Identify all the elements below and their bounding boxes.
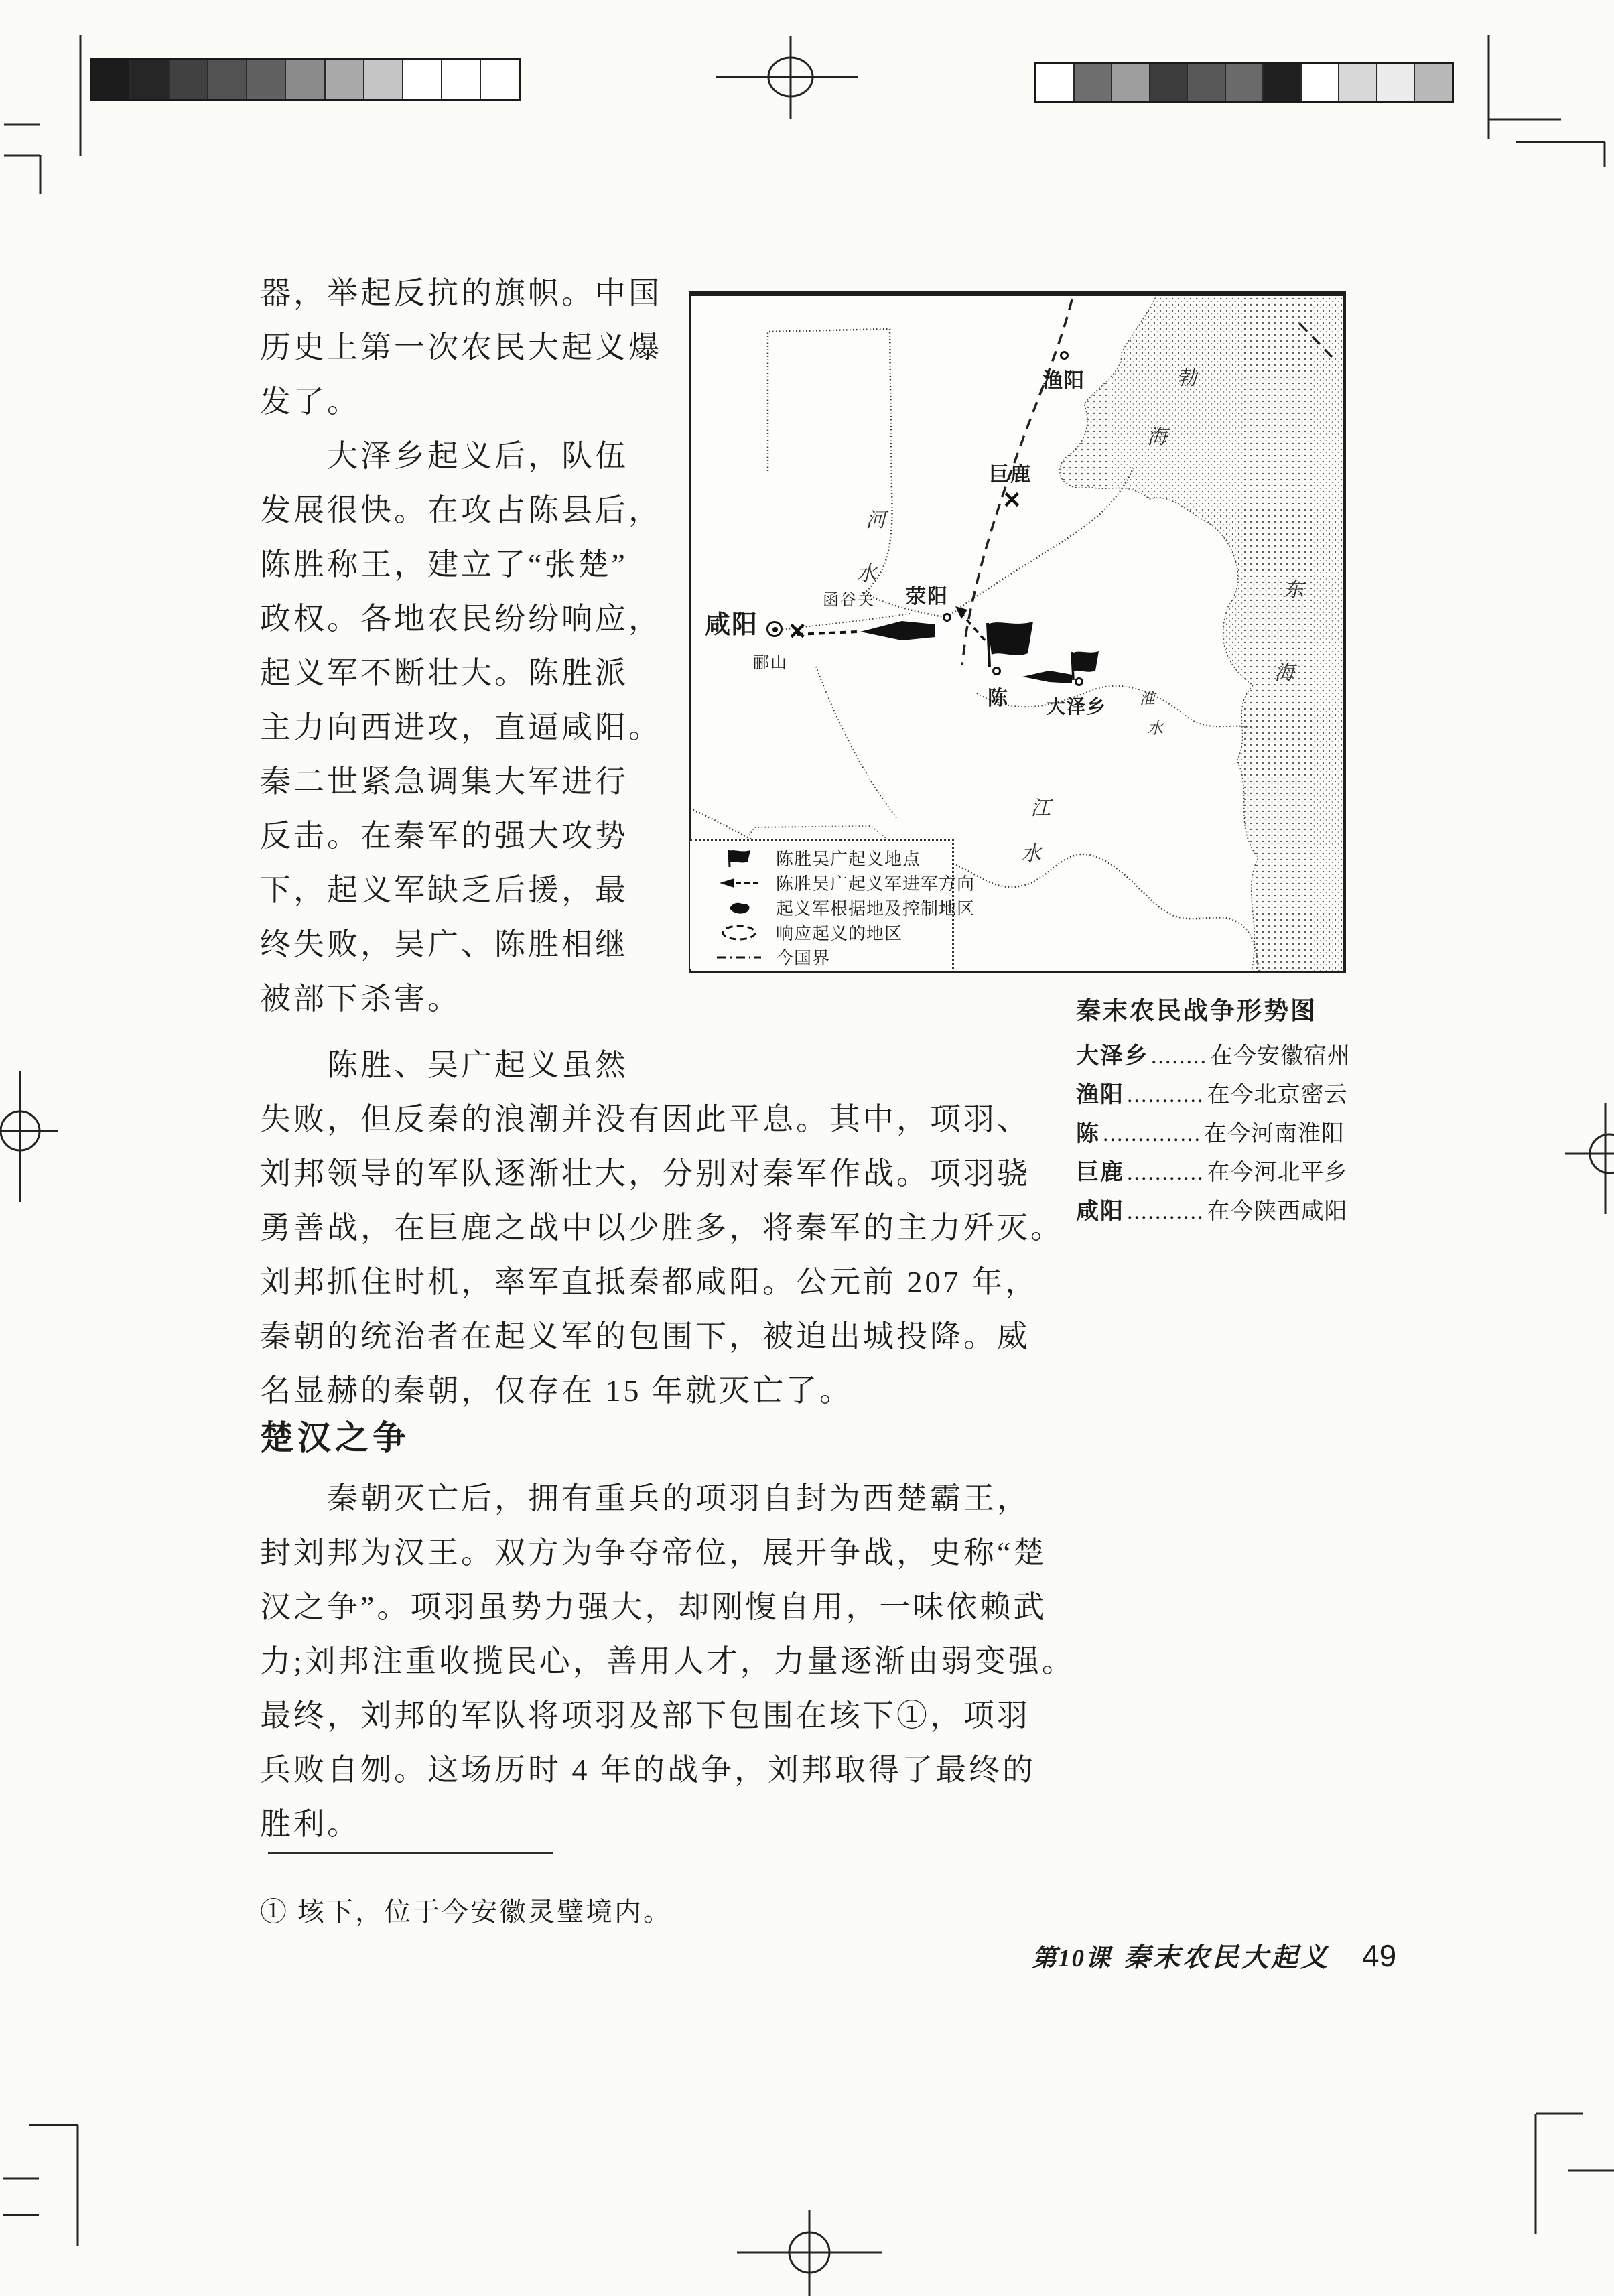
calibration-strip-left bbox=[90, 58, 521, 101]
legend-row bbox=[702, 870, 976, 895]
text-line: 秦二世紧急调集大军进行 bbox=[260, 764, 628, 799]
capital-marker-xianyang bbox=[766, 621, 783, 637]
map-label-lishan: 郦山 bbox=[753, 655, 788, 672]
legend-row bbox=[702, 846, 952, 870]
calibration-patch bbox=[208, 60, 247, 99]
gazetteer-row bbox=[1076, 1037, 1357, 1076]
footnote-text: ① 垓下，位于今安徽灵璧境内。 bbox=[260, 1897, 672, 1927]
map-label-jiangshui-2: 水 bbox=[1021, 843, 1043, 865]
advance-direction-arrow-icon bbox=[702, 876, 776, 890]
map-label-huaishui-1: 淮 bbox=[1139, 691, 1156, 708]
map-label-huaishui-2: 水 bbox=[1147, 720, 1164, 738]
text-line: 汉之争”。项羽虽势力强大，却刚愎自用，一味依赖武 bbox=[260, 1590, 1047, 1624]
gazetteer-place: 大泽乡 bbox=[1076, 1044, 1148, 1069]
map-label-jiangshui-1: 江 bbox=[1030, 797, 1052, 819]
text-line: 政权。各地农民纷纷响应， bbox=[260, 602, 662, 636]
map-label-chen: 陈 bbox=[988, 687, 1009, 710]
legend-row bbox=[702, 895, 976, 920]
registration-target-icon bbox=[789, 2232, 829, 2273]
registration-target-icon bbox=[1590, 1134, 1614, 1173]
text-line: 勇善战，在巨鹿之战中以少胜多，将秦军的主力歼灭。 bbox=[260, 1211, 1064, 1245]
legend-label: 陈胜吴广起义地点 bbox=[776, 850, 921, 869]
map-figure bbox=[689, 291, 1346, 973]
text-line: 秦朝灭亡后，拥有重兵的项羽自封为西楚霸王， bbox=[260, 1481, 1030, 1515]
text-line: 刘邦领导的军队逐渐壮大，分别对秦军作战。项羽骁 bbox=[260, 1156, 1030, 1191]
gazetteer-row bbox=[1076, 1193, 1357, 1231]
gazetteer-row bbox=[1076, 1076, 1357, 1115]
legend-label: 响应起义的地区 bbox=[776, 924, 903, 943]
text-line: 名显赫的秦朝，仅存在 15 年就灭亡了。 bbox=[260, 1373, 853, 1408]
page-footer bbox=[1032, 1936, 1396, 1974]
gazetteer-location: 在今安徽宿州 bbox=[1210, 1044, 1351, 1069]
text-line: 器，举起反抗的旗帜。中国 bbox=[260, 276, 662, 310]
text-line: 被部下杀害。 bbox=[260, 982, 461, 1016]
city-marker-dazexiang bbox=[1075, 677, 1083, 686]
calibration-strip-right bbox=[1034, 62, 1454, 103]
text-line: 发了。 bbox=[260, 385, 360, 419]
calibration-patch bbox=[364, 60, 403, 99]
uprising-site-flag-icon bbox=[702, 848, 776, 868]
paragraph-xiangyu-liubang bbox=[260, 1038, 1074, 1418]
calibration-patch bbox=[1415, 64, 1452, 101]
map-label-bohai-2: 海 bbox=[1147, 426, 1168, 448]
map-label-heshui-2: 水 bbox=[856, 563, 878, 585]
text-line: 发展很快。在攻占陈县后， bbox=[260, 493, 662, 527]
legend-label: 起义军根据地及控制地区 bbox=[776, 899, 976, 919]
map-label-xianyang: 咸阳 bbox=[705, 611, 759, 639]
text-line: 终失败，吴广、陈胜相继 bbox=[260, 927, 628, 961]
gazetteer-leader-dots: .............. bbox=[1103, 1122, 1201, 1146]
map-legend bbox=[690, 839, 976, 969]
legend-label: 今国界 bbox=[776, 949, 831, 968]
text-line: 陈胜、吴广起义虽然 bbox=[260, 1048, 628, 1082]
gazetteer-leader-dots: ........... bbox=[1127, 1160, 1205, 1185]
responding-region-ellipse-icon bbox=[702, 923, 776, 942]
text-line: 历史上第一次农民大起义爆 bbox=[260, 330, 662, 364]
text-line: 下，起义军缺乏后援，最 bbox=[260, 873, 628, 907]
section-heading-chuhan: 楚汉之争 bbox=[260, 1419, 410, 1457]
text-line: 最终，刘邦的军队将项羽及部下包围在垓下①，项羽 bbox=[260, 1698, 1030, 1733]
battle-mark-julu: ✕ bbox=[1002, 488, 1022, 513]
calibration-patch bbox=[170, 60, 208, 99]
gazetteer-location: 在今河北平乡 bbox=[1207, 1160, 1348, 1185]
gazetteer-list bbox=[1076, 1037, 1357, 1231]
map-caption: 秦末农民战争形势图 bbox=[1076, 997, 1317, 1024]
map-label-donghai-2: 海 bbox=[1274, 662, 1296, 684]
gazetteer-leader-dots: ........... bbox=[1127, 1083, 1205, 1107]
city-marker-chen bbox=[992, 667, 1001, 675]
city-marker-yuyang bbox=[1060, 351, 1069, 360]
text-line: 胜利。 bbox=[260, 1807, 360, 1841]
national-border-line-icon bbox=[702, 954, 776, 961]
gazetteer-leader-dots: ........... bbox=[1127, 1199, 1205, 1224]
gazetteer-location: 在今北京密云 bbox=[1207, 1083, 1348, 1107]
calibration-patch bbox=[481, 60, 519, 99]
text-line: 起义军不断壮大。陈胜派 bbox=[260, 656, 628, 690]
map-label-xingyang: 荥阳 bbox=[906, 586, 949, 608]
gazetteer-place: 巨鹿 bbox=[1076, 1160, 1124, 1185]
text-line: 大泽乡起义后，队伍 bbox=[260, 439, 628, 473]
calibration-patch bbox=[1377, 64, 1416, 101]
map-label-hanguguan: 函谷关 bbox=[823, 592, 875, 609]
calibration-patch bbox=[1112, 64, 1150, 101]
calibration-patch bbox=[1150, 64, 1189, 101]
text-line: 失败，但反秦的浪潮并没有因此平息。其中，项羽、 bbox=[260, 1102, 1030, 1136]
legend-row bbox=[702, 945, 952, 969]
map-label-yuyang: 渔阳 bbox=[1043, 370, 1085, 392]
calibration-patch bbox=[1075, 64, 1113, 101]
calibration-patch bbox=[1302, 64, 1340, 101]
base-area-blob-icon bbox=[702, 899, 776, 917]
gazetteer-place: 咸阳 bbox=[1076, 1199, 1124, 1224]
calibration-patch bbox=[1188, 64, 1226, 101]
text-line: 主力向西进攻，直逼咸阳。 bbox=[260, 710, 662, 744]
calibration-patch bbox=[326, 60, 364, 99]
text-line: 反击。在秦军的强大攻势 bbox=[260, 819, 628, 853]
map-label-bohai-1: 勃 bbox=[1176, 367, 1198, 389]
text-line: 力;刘邦注重收揽民心，善用人才，力量逐渐由弱变强。 bbox=[260, 1644, 1075, 1678]
registration-target-icon bbox=[1, 1111, 40, 1150]
map-label-heshui-1: 河 bbox=[866, 509, 887, 531]
text-line: 陈胜称王，建立了“张楚” bbox=[260, 547, 628, 582]
text-line: 刘邦抓住时机，率军直抵秦都咸阳。公元前 207 年， bbox=[260, 1265, 1038, 1299]
map-label-donghai-1: 东 bbox=[1284, 579, 1305, 601]
legend-label: 陈胜吴广起义军进军方向 bbox=[776, 874, 976, 894]
footer-page-number: 49 bbox=[1362, 1938, 1397, 1973]
calibration-patch bbox=[1036, 64, 1075, 101]
calibration-patch bbox=[131, 60, 170, 99]
battle-mark-xianyang: ✕ bbox=[788, 619, 807, 645]
gazetteer-location: 在今陕西咸阳 bbox=[1207, 1199, 1348, 1224]
calibration-patch bbox=[1226, 64, 1264, 101]
footer-lesson-title: 秦末农民大起义 bbox=[1124, 1942, 1330, 1972]
map-label-dazexiang: 大泽乡 bbox=[1047, 697, 1107, 718]
text-line: 兵败自刎。这场历时 4 年的战争，刘邦取得了最终的 bbox=[260, 1753, 1036, 1787]
legend-row bbox=[702, 920, 952, 945]
calibration-patch bbox=[1339, 64, 1377, 101]
calibration-patch bbox=[286, 60, 325, 99]
gazetteer-row bbox=[1076, 1115, 1357, 1154]
footer-lesson-number: 第10课 bbox=[1032, 1945, 1112, 1972]
calibration-patch bbox=[92, 60, 131, 99]
calibration-patch bbox=[247, 60, 286, 99]
calibration-patch bbox=[442, 60, 481, 99]
gazetteer-place: 渔阳 bbox=[1076, 1083, 1124, 1107]
paragraph-chuhan-war bbox=[260, 1471, 1074, 1851]
calibration-patch bbox=[1264, 64, 1302, 101]
text-line: 封刘邦为汉王。双方为争夺帝位，展开争战，史称“楚 bbox=[260, 1536, 1047, 1570]
gazetteer-place: 陈 bbox=[1076, 1122, 1100, 1146]
calibration-patch bbox=[403, 60, 442, 99]
footnote-divider bbox=[268, 1852, 553, 1854]
map-label-julu: 巨鹿 bbox=[989, 464, 1032, 486]
gazetteer-row bbox=[1076, 1154, 1357, 1193]
gazetteer-leader-dots: ........ bbox=[1151, 1044, 1207, 1069]
registration-target-icon bbox=[768, 58, 813, 96]
city-marker-xingyang bbox=[943, 613, 951, 622]
paragraph-uprising bbox=[260, 266, 689, 1026]
gazetteer-location: 在今河南淮阳 bbox=[1204, 1122, 1345, 1146]
text-line: 秦朝的统治者在起义军的包围下，被迫出城投降。威 bbox=[260, 1319, 1030, 1353]
